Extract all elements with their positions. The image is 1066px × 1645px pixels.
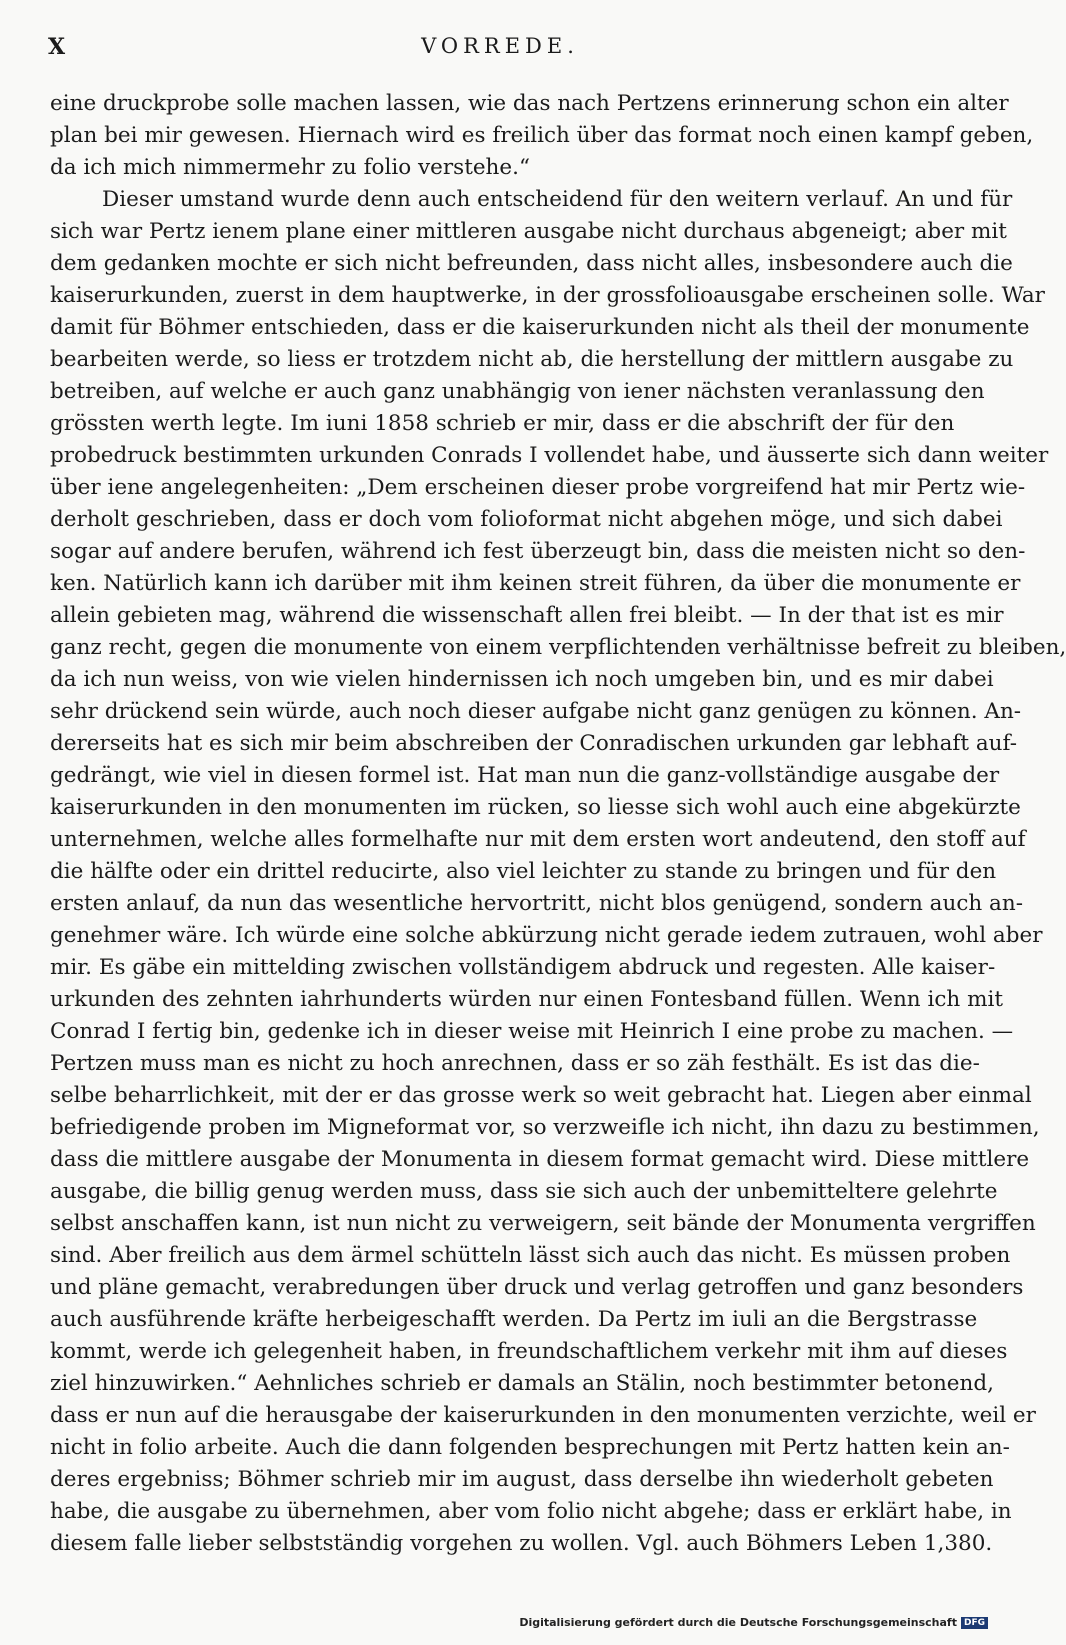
digitization-credit	[519, 1616, 988, 1629]
text-line: allein gebieten mag, während die wissenschaft allen frei bleibt. — In der that ist es mir	[50, 603, 1004, 628]
text-line: über iene angelegenheiten: „Dem erscheinen dieser probe vorgreifend hat mir Pertz wie-	[50, 475, 1026, 500]
text-line: ganz recht, gegen die monumente von einem verpflichtenden verhältnisse befreit zu bleiben,	[50, 635, 1066, 660]
text-line: kaiserurkunden, zuerst in dem hauptwerke, in der grossfolioausgabe erscheinen solle. War	[50, 283, 1045, 308]
body-text	[50, 88, 1066, 1592]
text-line: diesem falle lieber selbstständig vorgehen zu wollen. Vgl. auch Böhmers Leben 1,380.	[50, 1531, 993, 1556]
text-line: grössten werth legte. Im iuni 1858 schrieb er mir, dass er die abschrift der für den	[50, 411, 955, 436]
text-line: ausgabe, die billig genug werden muss, dass sie sich auch der unbemitteltere gelehrte	[50, 1179, 998, 1204]
text-line: ersten anlauf, da nun das wesentliche hervortritt, nicht blos genügend, sondern auch an-	[50, 891, 1023, 916]
text-line: plan bei mir gewesen. Hiernach wird es freilich über das format noch einen kampf geben,	[50, 123, 1034, 148]
text-line: ken. Natürlich kann ich darüber mit ihm keinen streit führen, da über die monumente er	[50, 571, 1021, 596]
text-line: und pläne gemacht, verabredungen über druck und verlag getroffen und ganz besonders	[50, 1275, 1024, 1300]
text-line: unternehmen, welche alles formelhafte nur mit dem ersten wort andeutend, den stoff auf	[50, 827, 1026, 852]
text-line: Dieser umstand wurde denn auch entscheidend für den weitern verlauf. An und für	[102, 187, 1013, 212]
text-line: Pertzen muss man es nicht zu hoch anrechnen, dass er so zäh festhält. Es ist das die-	[50, 1051, 980, 1076]
text-line: dass die mittlere ausgabe der Monumenta in diesem format gemacht wird. Diese mittlere	[50, 1147, 1030, 1172]
text-line: selbst anschaffen kann, ist nun nicht zu verweigern, seit bände der Monumenta vergriffen	[50, 1211, 1036, 1236]
text-line: urkunden des zehnten iahrhunderts würden nur einen Fontesband füllen. Wenn ich mit	[50, 987, 1003, 1012]
text-line: kommt, werde ich gelegenheit haben, in freundschaftlichem verkehr mit ihm auf dieses	[50, 1339, 1008, 1364]
dfg-logo-icon: DFG	[961, 1617, 988, 1629]
text-line: auch ausführende kräfte herbeigeschafft werden. Da Pertz im iuli an die Bergstrasse	[50, 1307, 978, 1332]
text-line: probedruck bestimmten urkunden Conrads I vollendet habe, und äusserte sich dann weiter	[50, 443, 1049, 468]
text-line: da ich nun weiss, von wie vielen hindernissen ich noch umgeben bin, und es mir dabei	[50, 667, 994, 692]
text-line: sogar auf andere berufen, während ich fest überzeugt bin, dass die meisten nicht so den-	[50, 539, 1026, 564]
text-line: derholt geschrieben, dass er doch vom folioformat nicht abgehen möge, und sich dabei	[50, 507, 1003, 532]
text-line: sind. Aber freilich aus dem ärmel schütteln lässt sich auch das nicht. Es müssen proben	[50, 1243, 1011, 1268]
page-number: X	[48, 34, 66, 60]
text-line: befriedigende proben im Migneformat vor, so verzweifle ich nicht, ihn dazu zu bestimmen,	[50, 1115, 1040, 1140]
text-line: dem gedanken mochte er sich nicht befreunden, dass nicht alles, insbesondere auch die	[50, 251, 1013, 276]
text-line: ziel hinzuwirken.“ Aehnliches schrieb er damals an Stälin, noch bestimmter betonend,	[50, 1371, 994, 1396]
running-title: VORREDE.	[421, 34, 579, 58]
text-line: nicht in folio arbeite. Auch die dann folgenden besprechungen mit Pertz hatten kein an-	[50, 1435, 1010, 1460]
text-line: dererseits hat es sich mir beim abschreiben der Conradischen urkunden gar lebhaft auf-	[50, 731, 1017, 756]
text-line: sehr drückend sein würde, auch noch dieser aufgabe nicht ganz genügen zu können. An-	[50, 699, 1022, 724]
text-line: mir. Es gäbe ein mittelding zwischen vollständigem abdruck und regesten. Alle kaiser-	[50, 955, 996, 980]
text-line: dass er nun auf die herausgabe der kaiserurkunden in den monumenten verzichte, weil er	[50, 1403, 1036, 1428]
text-line: betreiben, auf welche er auch ganz unabhängig von iener nächsten veranlassung den	[50, 379, 985, 404]
text-line	[50, 1560, 950, 1592]
text-line: Conrad I fertig bin, gedenke ich in dieser weise mit Heinrich I eine probe zu machen. —	[50, 1019, 1014, 1044]
text-line: gedrängt, wie viel in diesen formel ist. Hat man nun die ganz-vollständige ausgabe der	[50, 763, 1000, 788]
text-line: habe, die ausgabe zu übernehmen, aber vom folio nicht abgehe; dass er erklärt habe, in	[50, 1499, 1012, 1524]
text-line: selbe beharrlichkeit, mit der er das grosse werk so weit gebracht hat. Liegen aber einmal	[50, 1083, 1032, 1108]
text-line: da ich mich nimmermehr zu folio verstehe.“	[50, 155, 530, 180]
text-line: sich war Pertz ienem plane einer mittleren ausgabe nicht durchaus abgeneigt; aber mit	[50, 219, 1007, 244]
text-line: eine druckprobe solle machen lassen, wie das nach Pertzens erinnerung schon ein alter	[50, 91, 1009, 116]
text-line: kaiserurkunden in den monumenten im rücken, so liesse sich wohl auch eine abgekürzte	[50, 795, 1021, 820]
credit-text: Digitalisierung gefördert durch die Deutsche Forschungsgemeinschaft	[519, 1616, 957, 1629]
text-line: die hälfte oder ein drittel reducirte, also viel leichter zu stande zu bringen und für den	[50, 859, 997, 884]
text-line: genehmer wäre. Ich würde eine solche abkürzung nicht gerade iedem zutrauen, wohl aber	[50, 923, 1043, 948]
text-line: bearbeiten werde, so liess er trotzdem nicht ab, die herstellung der mittlern ausgabe zu	[50, 347, 1014, 372]
text-line: deres ergebniss; Böhmer schrieb mir im august, dass derselbe ihn wiederholt gebeten	[50, 1467, 994, 1492]
text-line: damit für Böhmer entschieden, dass er die kaiserurkunden nicht als theil der monumente	[50, 315, 1030, 340]
